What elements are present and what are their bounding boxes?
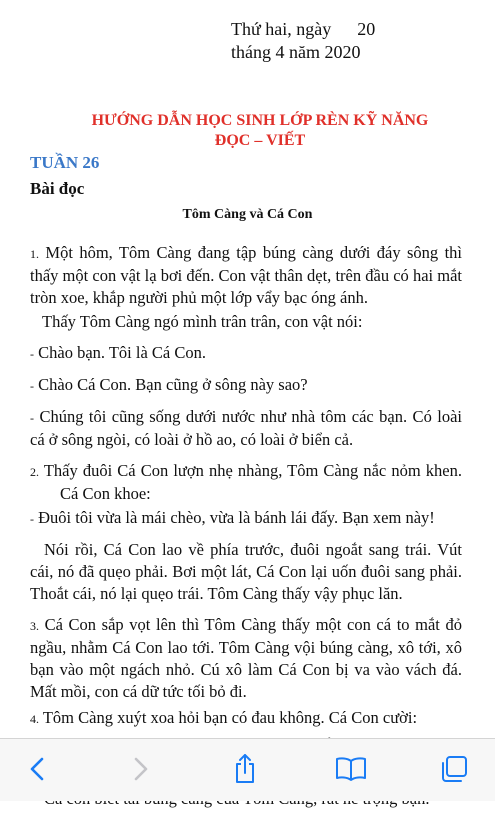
paragraph-marker: 4. <box>30 712 39 726</box>
paragraph-text: Tôm Càng xuýt xoa hỏi bạn có đau không. Cá Con cười: <box>39 708 418 727</box>
paragraph-text: Đuôi tôi vừa là mái chèo, vừa là bánh lái đấy. Bạn xem này! <box>34 508 435 527</box>
back-arrow-icon <box>27 756 49 782</box>
paragraph-text: Thấy Tôm Càng ngó mình trân trân, con vật nói: <box>42 312 363 331</box>
paragraph-marker: 3. <box>30 619 39 633</box>
forward-button[interactable] <box>122 751 158 787</box>
title-line-1: HƯỚNG DẪN HỌC SINH LỚP RÈN KỸ NĂNG <box>91 112 429 129</box>
dash-marker: - <box>30 512 34 526</box>
dash-marker: - <box>30 347 34 361</box>
browser-toolbar <box>0 738 495 801</box>
dash-marker: - <box>30 379 34 393</box>
bookmarks-button[interactable] <box>333 751 369 787</box>
paragraph-text: Chào Cá Con. Bạn cũng ở sông này sao? <box>34 375 308 394</box>
paragraph-text: Chúng tôi cũng sống dưới nước như nhà tôm các bạn. Có loài cá ở sông ngòi, có loài ở hồ ao, có loài ở biển cả. <box>30 407 462 449</box>
date-heading <box>231 18 375 64</box>
paragraph-text: Chào bạn. Tôi là Cá Con. <box>34 343 207 362</box>
paragraph-2 <box>30 311 462 333</box>
date-line-2: tháng 4 năm 2020 <box>231 42 361 62</box>
dialogue-line-2 <box>30 374 462 397</box>
paragraph-text: Nói rồi, Cá Con lao về phía trước, đuôi ngoắt sang trái. Vút cái, nó đã quẹo phải. Bơi một lát, Cá Con lại uốn đuôi sang phải. Thoắt cái, nó lại quẹo trái. Tôm Càng thấy vậy phục lăn. <box>30 540 462 603</box>
paragraph-1 <box>30 242 462 309</box>
title-line-2: ĐỌC – VIẾT <box>214 132 306 149</box>
paragraph-text: Cá Con sắp vọt lên thì Tôm Càng thấy một con cá to mắt đỏ ngầu, nhằm Cá Con lao tới. Tôm Càng vội búng càng, xô tới, xô bạn vào một ngách nhỏ. Cú xô làm Cá Con bị va vào vách đá. Mất mồi, con cá dữ tức tối bỏ đi. <box>30 615 462 701</box>
tabs-button[interactable] <box>436 751 472 787</box>
date-day: 20 <box>357 19 376 39</box>
week-heading: TUẦN 26 <box>30 153 100 172</box>
forward-arrow-icon <box>129 756 151 782</box>
date-line-1: Thứ hai, ngày <box>231 19 332 39</box>
paragraph-marker: 2. <box>30 465 39 479</box>
dialogue-line-4 <box>30 507 462 530</box>
dialogue-line-3 <box>30 406 462 451</box>
paragraph-section-3 <box>30 614 462 703</box>
paragraph-text: Một hôm, Tôm Càng đang tập búng càng dưới đáy sông thì thấy một con vật lạ bơi đến. Con vật thân dẹt, trên đầu có hai mắt tròn xoe, khắp người phủ một lớp vẩy bạc óng ánh. <box>30 243 462 307</box>
section-heading: Bài đọc <box>30 179 85 198</box>
paragraph-narration <box>30 539 462 605</box>
story-title: Tôm Càng và Cá Con <box>182 207 313 222</box>
paragraph-text: Thấy đuôi Cá Con lượn nhẹ nhàng, Tôm Càng nắc nỏm khen. Cá Con khoe: <box>39 461 462 503</box>
share-icon <box>232 753 258 785</box>
tabs-icon <box>440 755 468 783</box>
dialogue-line-1 <box>30 342 462 365</box>
dash-marker: - <box>30 411 34 425</box>
document-title <box>40 111 480 151</box>
story-body <box>30 242 462 819</box>
paragraph-section-4 <box>30 707 462 730</box>
paragraph-marker: 1. <box>30 247 39 261</box>
bookmarks-book-icon <box>335 756 367 782</box>
back-button[interactable] <box>20 751 56 787</box>
paragraph-section-2 <box>30 460 462 505</box>
share-button[interactable] <box>227 751 263 787</box>
